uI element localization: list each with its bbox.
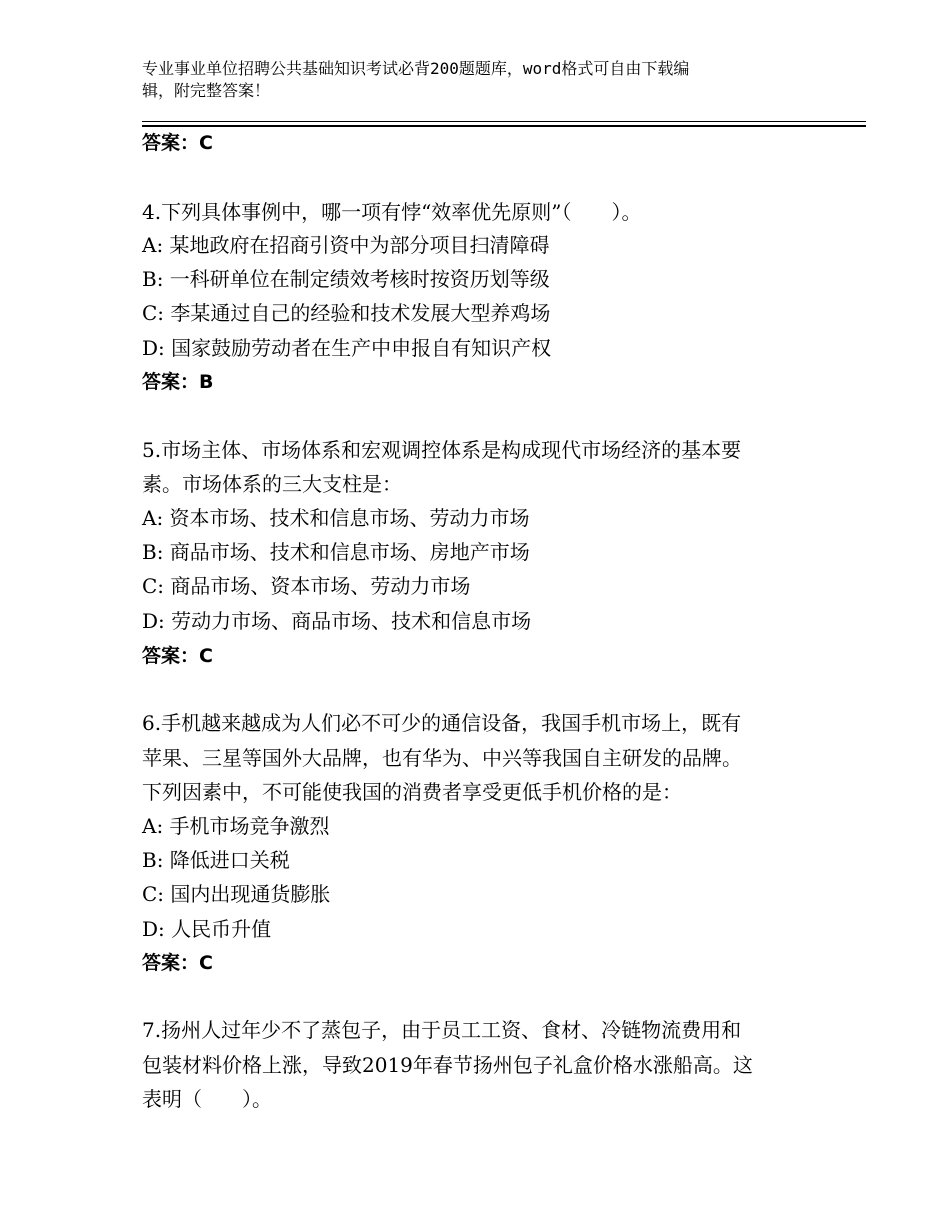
q4-option-c: C: 李某通过自己的经验和技术发展大型养鸡场 (142, 301, 551, 325)
q7-stem-line-1: 7.扬州人过年少不了蒸包子，由于员工工资、食材、冷链物流费用和 (142, 1018, 742, 1042)
q5-stem-line-1: 5.市场主体、市场体系和宏观调控体系是构成现代市场经济的基本要 (142, 438, 742, 462)
q6-stem-line-2: 苹果、三星等国外大品牌，也有华为、中兴等我国自主研发的品牌。 (142, 746, 742, 770)
q6-option-d: D: 人民币升值 (142, 917, 272, 941)
q6-stem-line-3: 下列因素中，不可能使我国的消费者享受更低手机价格的是： (142, 780, 682, 804)
q4-option-a: A: 某地政府在招商引资中为部分项目扫清障碍 (142, 233, 550, 257)
q4-option-b: B: 一科研单位在制定绩效考核时按资历划等级 (142, 267, 550, 291)
q6-option-a: A: 手机市场竞争激烈 (142, 814, 330, 838)
header-divider-thin (142, 121, 866, 122)
q5-option-a: A: 资本市场、技术和信息市场、劳动力市场 (142, 506, 530, 530)
q4-answer: 答案：B (142, 371, 214, 393)
q5-stem-line-2: 素。市场体系的三大支柱是： (142, 472, 402, 496)
q6-answer: 答案：C (142, 952, 213, 974)
q6-option-c: C: 国内出现通货膨胀 (142, 882, 331, 906)
header-line-1: 专业事业单位招聘公共基础知识考试必背200题题库，word格式可自由下载编 (142, 59, 690, 78)
q4-option-d: D: 国家鼓励劳动者在生产中申报自有知识产权 (142, 336, 552, 360)
header-divider-thick (142, 125, 866, 127)
q7-stem-line-2: 包装材料价格上涨，导致2019年春节扬州包子礼盒价格水涨船高。这 (142, 1053, 753, 1077)
q5-option-c: C: 商品市场、资本市场、劳动力市场 (142, 574, 471, 598)
q5-option-d: D: 劳动力市场、商品市场、技术和信息市场 (142, 609, 532, 633)
header-line-2: 辑，附完整答案！ (142, 81, 271, 100)
q5-option-b: B: 商品市场、技术和信息市场、房地产市场 (142, 540, 530, 564)
previous-answer: 答案：C (142, 132, 213, 154)
q5-answer: 答案：C (142, 645, 213, 667)
q7-stem-line-3: 表明（ ）。 (142, 1087, 272, 1111)
q4-stem-line-1: 4.下列具体事例中，哪一项有悖“效率优先原则”（ ）。 (142, 200, 642, 224)
q6-option-b: B: 降低进口关税 (142, 848, 290, 872)
q6-stem-line-1: 6.手机越来越成为人们必不可少的通信设备，我国手机市场上，既有 (142, 711, 742, 735)
